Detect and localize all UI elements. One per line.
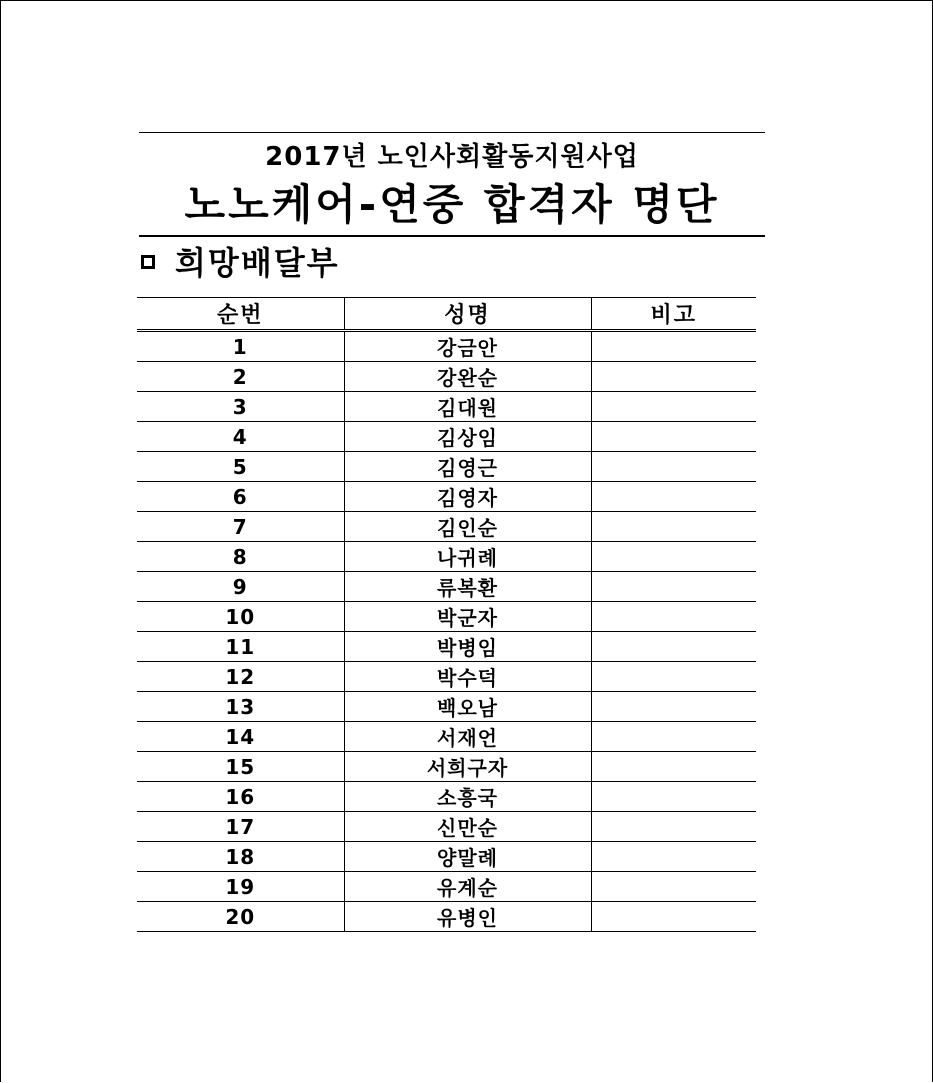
row-note: [591, 692, 756, 722]
table-row: [137, 812, 756, 842]
row-number: 4: [137, 422, 344, 452]
table-row: [137, 572, 756, 602]
row-note: [591, 572, 756, 602]
row-name: 박군자: [344, 602, 591, 632]
table-row: [137, 542, 756, 572]
row-number: 10: [137, 602, 344, 632]
row-name: 유병인: [344, 902, 591, 932]
section-heading: [141, 241, 340, 281]
row-note: [591, 812, 756, 842]
table-body: [137, 331, 756, 932]
row-note: [591, 632, 756, 662]
table-row: [137, 722, 756, 752]
row-note: [591, 452, 756, 482]
row-number: 7: [137, 512, 344, 542]
row-name: 박병임: [344, 632, 591, 662]
row-note: [591, 842, 756, 872]
row-name: 김영자: [344, 482, 591, 512]
table-row: [137, 331, 756, 362]
row-name: 김인순: [344, 512, 591, 542]
table-row: [137, 452, 756, 482]
row-number: 18: [137, 842, 344, 872]
header-number: 순번: [137, 298, 344, 331]
checkbox-icon: [141, 255, 155, 269]
row-name: 소흥국: [344, 782, 591, 812]
title-block: [139, 132, 765, 237]
document-subtitle: 2017년 노인사회활동지원사업: [265, 142, 639, 172]
row-number: 3: [137, 392, 344, 422]
row-note: [591, 512, 756, 542]
table-row: [137, 692, 756, 722]
header-name: 성명: [344, 298, 591, 331]
row-number: 6: [137, 482, 344, 512]
row-note: [591, 482, 756, 512]
row-number: 20: [137, 902, 344, 932]
table-header-row: [137, 298, 756, 331]
row-note: [591, 331, 756, 362]
table-row: [137, 362, 756, 392]
row-name: 유계순: [344, 872, 591, 902]
row-note: [591, 752, 756, 782]
table-row: [137, 632, 756, 662]
row-number: 11: [137, 632, 344, 662]
table-row: [137, 752, 756, 782]
row-name: 양말례: [344, 842, 591, 872]
row-name: 서재언: [344, 722, 591, 752]
document-title: 노노케어-연중 합격자 명단: [184, 180, 720, 229]
row-name: 김영근: [344, 452, 591, 482]
row-number: 19: [137, 872, 344, 902]
row-note: [591, 722, 756, 752]
row-name: 강금안: [344, 331, 591, 362]
row-note: [591, 872, 756, 902]
table-row: [137, 662, 756, 692]
table-row: [137, 512, 756, 542]
row-note: [591, 422, 756, 452]
table-row: [137, 422, 756, 452]
row-name: 서희구자: [344, 752, 591, 782]
table-row: [137, 842, 756, 872]
row-note: [591, 662, 756, 692]
row-number: 12: [137, 662, 344, 692]
row-number: 2: [137, 362, 344, 392]
section-title: 희망배달부: [175, 244, 340, 282]
table-row: [137, 782, 756, 812]
roster-table: [137, 297, 756, 932]
row-number: 1: [137, 331, 344, 362]
row-number: 17: [137, 812, 344, 842]
header-note: 비고: [591, 298, 756, 331]
row-number: 14: [137, 722, 344, 752]
row-name: 신만순: [344, 812, 591, 842]
row-note: [591, 392, 756, 422]
row-name: 류복환: [344, 572, 591, 602]
row-name: 박수덕: [344, 662, 591, 692]
row-name: 강완순: [344, 362, 591, 392]
row-number: 15: [137, 752, 344, 782]
row-name: 김대원: [344, 392, 591, 422]
row-number: 8: [137, 542, 344, 572]
row-number: 13: [137, 692, 344, 722]
row-note: [591, 902, 756, 932]
row-name: 백오남: [344, 692, 591, 722]
row-name: 김상임: [344, 422, 591, 452]
row-number: 9: [137, 572, 344, 602]
table-row: [137, 872, 756, 902]
row-note: [591, 542, 756, 572]
row-note: [591, 362, 756, 392]
table-row: [137, 902, 756, 932]
row-note: [591, 602, 756, 632]
table-row: [137, 602, 756, 632]
table-row: [137, 482, 756, 512]
row-name: 나귀례: [344, 542, 591, 572]
row-number: 16: [137, 782, 344, 812]
row-number: 5: [137, 452, 344, 482]
row-note: [591, 782, 756, 812]
table-row: [137, 392, 756, 422]
